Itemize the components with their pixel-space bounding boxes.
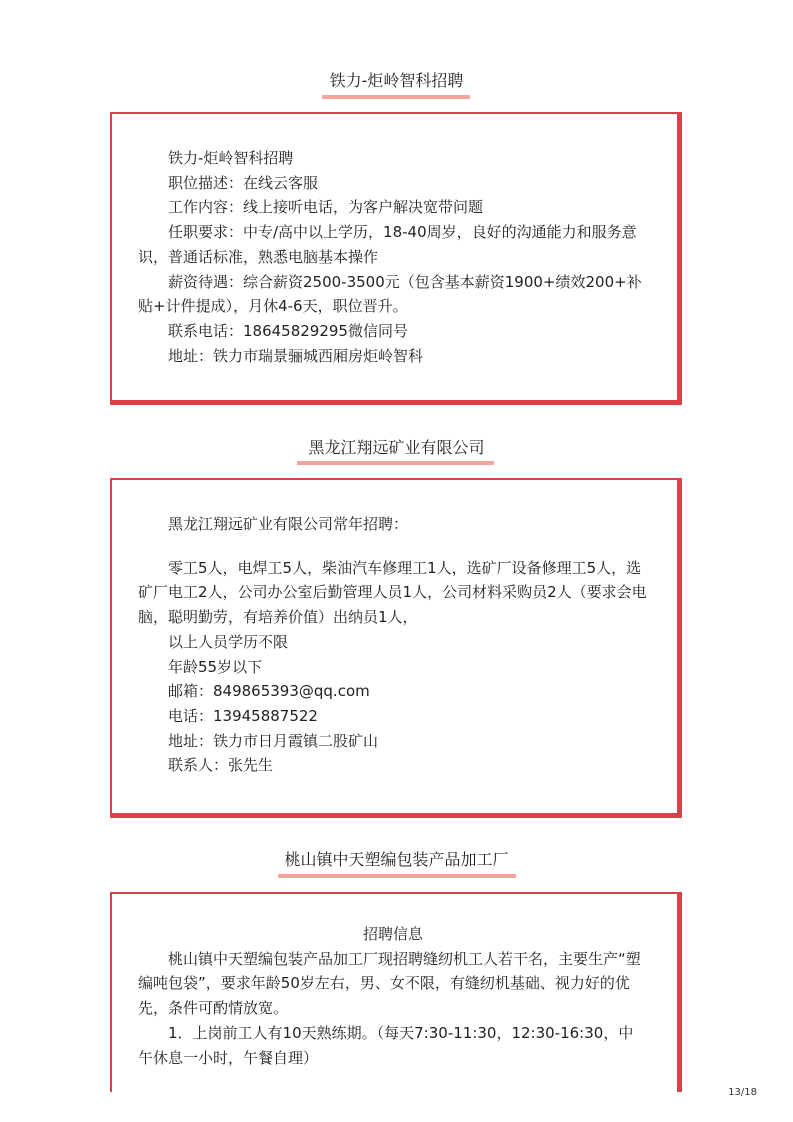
card-line: 零工5人，电焊工5人，柴油汽车修理工1人，选矿厂设备修理工5人，选矿厂电工2人，公司办公室后勤管理人员1人，公司材料采购员2人（要求会电脑，聪明勤劳，有培养价值）出纳员1人， <box>138 558 647 627</box>
card-line: 桃山镇中天塑编包装产品加工厂现招聘缝纫机工人若干名，主要生产“塑编吨包袋”，要求年龄50岁左右，男、女不限，有缝纫机基础、视力好的优先，条件可酌情放宽。 <box>138 949 641 1018</box>
job-card-3 <box>110 892 682 1092</box>
card-body-1 <box>138 146 648 368</box>
card-line: 电话：13945887522 <box>168 706 318 725</box>
page-number: 13/18 <box>728 1087 757 1098</box>
card-heading: 招聘信息 <box>362 925 423 943</box>
card-line: 年龄55岁以下 <box>168 657 263 676</box>
card-line: 黑龙江翔远矿业有限公司常年招聘： <box>168 515 409 533</box>
title-underline-2 <box>297 461 494 465</box>
title-underline-3 <box>278 874 516 878</box>
card-line: 以上人员学历不限 <box>168 632 289 651</box>
card-body-2 <box>138 512 648 778</box>
card-line: 任职要求：中专/高中以上学历，18-40周岁，良好的沟通能力和服务意识，普通话标准，熟悉电脑基本操作 <box>138 223 637 266</box>
card-line: 联系电话：18645829295微信同号 <box>168 321 408 340</box>
section-title-3: 桃山镇中天塑编包装产品加工厂 <box>284 850 509 869</box>
card-line: 职位描述：在线云客服 <box>168 173 319 192</box>
card-line: 工作内容：线上接听电话，为客户解决宽带问题 <box>168 198 484 217</box>
card-line: 邮箱：849865393@qq.com <box>168 682 370 701</box>
card-line: 地址：铁力市瑞景骊城西厢房炬岭智科 <box>168 346 424 365</box>
section-title-1: 铁力-炬岭智科招聘 <box>329 71 464 90</box>
job-card-1 <box>110 112 682 405</box>
title-underline-1 <box>322 95 470 99</box>
card-line: 地址：铁力市日月霞镇二股矿山 <box>168 731 379 750</box>
card-body-3 <box>138 922 648 1070</box>
card-line: 1．上岗前工人有10天熟练期。（每天7:30-11:30，12:30-16:30，中午休息一小时，午餐自理） <box>138 1023 634 1067</box>
card-line: 薪资待遇：综合薪资2500-3500元（包含基本薪资1900+绩效200+补贴+计件提成），月休4-6天，职位晋升。 <box>138 272 642 316</box>
card-line: 联系人：张先生 <box>168 756 274 775</box>
section-title-2: 黑龙江翔远矿业有限公司 <box>308 438 485 457</box>
card-line: 铁力-炬岭智科招聘 <box>168 149 294 167</box>
job-card-2 <box>110 478 682 818</box>
